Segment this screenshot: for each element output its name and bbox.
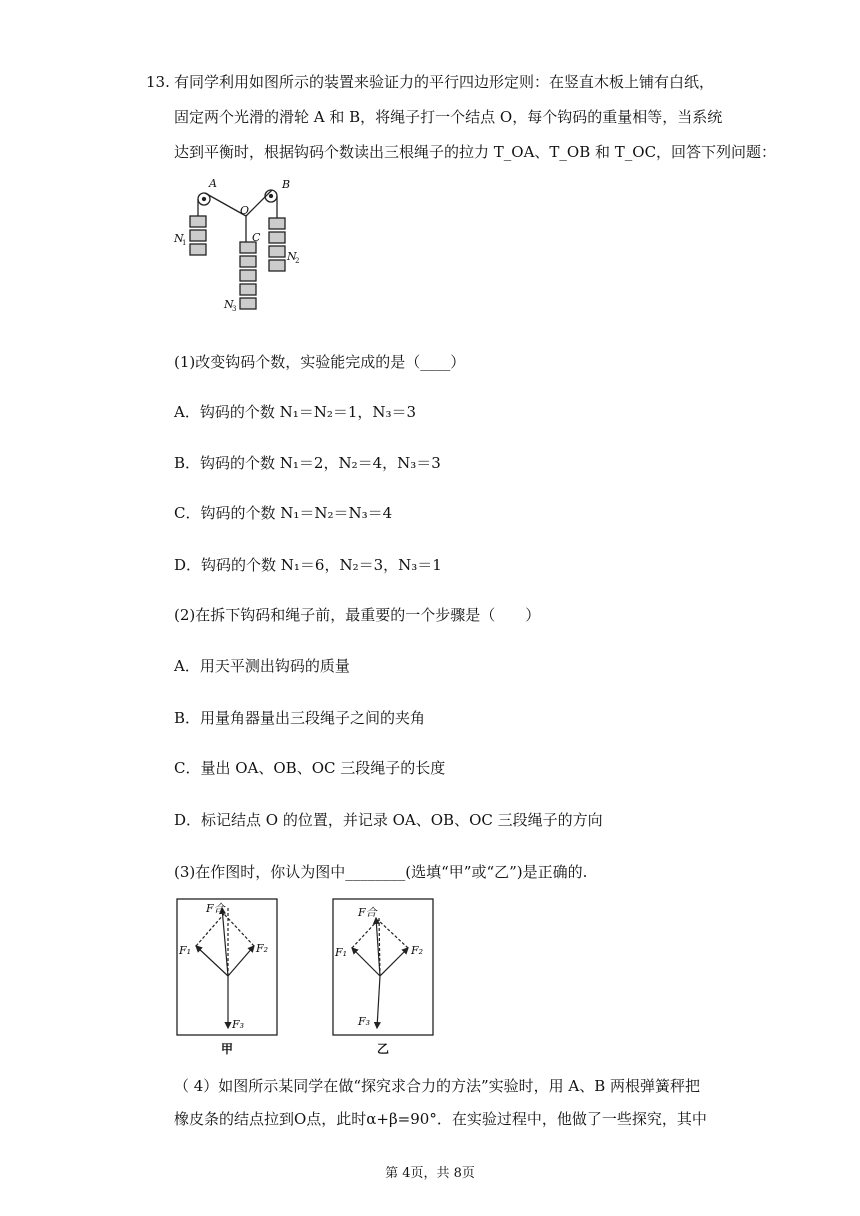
yi-label-f3: F₃	[358, 1015, 371, 1028]
part2-stem: (2)在拆下钩码和绳子前，最重要的一个步骤是（ ）	[174, 606, 541, 624]
yi-caption: 乙	[376, 1042, 390, 1056]
yi-label-f2: F₂	[411, 944, 424, 957]
jia-caption: 甲	[220, 1042, 234, 1056]
part1-option-c: C．钩码的个数 N₁＝N₂＝N₃＝4	[174, 504, 393, 522]
part2-option-c: C．量出 OA、OB、OC 三段绳子的长度	[174, 759, 446, 777]
part2-option-d: D．标记结点 O 的位置，并记录 OA、OB、OC 三段绳子的方向	[174, 811, 603, 829]
part1-option-d: D．钩码的个数 N₁＝6，N₂＝3，N₃＝1	[174, 556, 442, 574]
label-C: C	[252, 231, 261, 244]
question-line-2: 固定两个光滑的滑轮 A 和 B，将绳子打一个结点 O，每个钩码的重量相等，当系统	[174, 108, 723, 126]
force-diagram-jia	[176, 898, 278, 1058]
jia-label-f1: F₁	[179, 944, 192, 957]
label-B: B	[282, 178, 291, 191]
part2-option-b: B．用量角器量出三段绳子之间的夹角	[174, 709, 426, 727]
part2-option-a: A．用天平测出钩码的质量	[174, 657, 350, 675]
jia-label-f3: F₃	[232, 1018, 245, 1031]
question-line-3: 达到平衡时，根据钩码个数读出三根绳子的拉力 T_OA、T_OB 和 T_OC，回答下列问题：	[174, 143, 777, 161]
part4-line-2: 橡皮条的结点拉到O点，此时α+β=90°．在实验过程中，他做了一些探究，其中	[174, 1110, 707, 1128]
label-N3-sub: 3	[232, 305, 237, 313]
jia-label-fhe: F合	[206, 902, 225, 915]
pulley-apparatus-figure	[168, 174, 313, 322]
label-N3: N	[224, 298, 234, 311]
label-N2-sub: 2	[295, 257, 300, 265]
force-diagram-yi	[332, 898, 434, 1058]
part4-line-1: （ 4）如图所示某同学在做“探究求合力的方法”实验时，用 A、B 两根弹簧秤把	[174, 1077, 701, 1095]
question-line-1: 有同学利用如图所示的装置来验证力的平行四边形定则：在竖直木板上铺有白纸，	[174, 73, 715, 91]
part1-option-b: B．钩码的个数 N₁＝2，N₂＝4，N₃＝3	[174, 454, 441, 472]
label-N1-sub: 1	[182, 239, 187, 247]
yi-label-f1: F₁	[335, 946, 348, 959]
page-footer: 第 4页，共 8页	[385, 1166, 475, 1181]
jia-label-f2: F₂	[256, 942, 269, 955]
label-N2: N	[287, 250, 297, 263]
yi-label-fhe: F合	[358, 906, 377, 919]
part1-option-a: A．钩码的个数 N₁＝N₂＝1，N₃＝3	[174, 403, 417, 421]
question-number: 13.	[146, 73, 170, 91]
part1-stem: (1)改变钩码个数，实验能完成的是（____）	[174, 353, 466, 371]
part3-stem: (3)在作图时，你认为图中________(选填“甲”或“乙”)是正确的.	[174, 863, 588, 881]
label-O: O	[240, 204, 250, 217]
label-A: A	[209, 177, 217, 190]
label-N1: N	[174, 232, 184, 245]
